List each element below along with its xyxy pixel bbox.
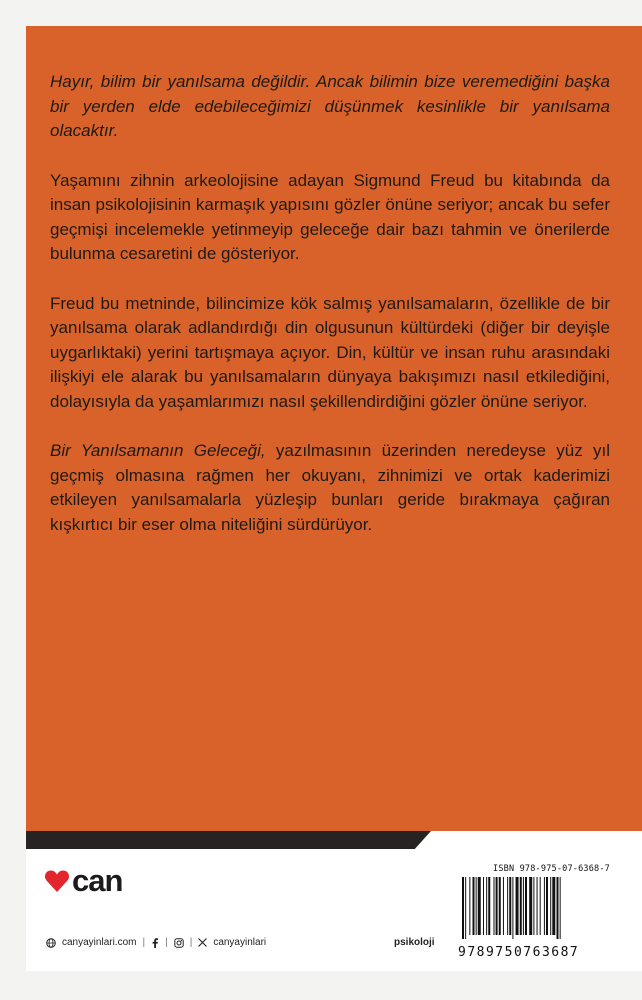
instagram-icon[interactable] <box>174 938 184 948</box>
globe-icon <box>46 938 56 948</box>
barcode-bar <box>512 877 513 939</box>
barcode-bar <box>533 877 534 935</box>
barcode-bar <box>499 877 501 935</box>
barcode-bar <box>503 877 504 935</box>
barcode-bar <box>478 877 481 935</box>
separator: | <box>189 937 193 948</box>
separator: | <box>165 937 168 948</box>
barcode-bar <box>494 877 495 935</box>
back-cover <box>26 26 642 971</box>
barcode-bar <box>523 877 524 935</box>
barcode-bar <box>469 877 470 935</box>
barcode-bar <box>546 877 548 935</box>
barcode-bar <box>537 877 538 935</box>
footer-links <box>46 937 266 948</box>
x-icon[interactable] <box>198 938 207 947</box>
social-handle[interactable]: canyayinlari <box>213 937 267 948</box>
barcode-bar <box>516 877 519 935</box>
blurb-paragraph-3-rest: yazılmasının üzerinden neredeyse yüz yıl geçmiş olmasına rağmen her okuyanı, zihnimizi ve ortak kaderimizi etkileyen yanılsamalarla yüzleşip bunları geride bırakmaya çağıran kışkırtıcı bir eser olma niteliğini sürdürüyor. <box>50 441 610 534</box>
barcode-bar <box>550 877 551 935</box>
barcode-bar <box>476 877 477 935</box>
blurb-paragraph-2: Freud bu metninde, bilincimize kök salmış yanılsamaların, özellikle de bir yanılsama olarak adlandırdığı din olgusunun kültürdeki (diğer bir deyişle uygarlıktaki) yerini tartışmaya açıyor. Din, kültür ve insan ruhu arasındaki ilişkiyi ele alarak bu yanılsamaların dünyaya bakışımızı nasıl etkilediğini, dolayısıyla da yaşamlarımızı nasıl şekillendirdiğini gözler önüne seriyor. <box>50 293 610 411</box>
barcode-bar <box>557 877 559 939</box>
barcode-bar <box>507 877 508 935</box>
category-label: psikoloji <box>394 937 435 948</box>
publisher-logo <box>44 861 122 901</box>
barcode-bar <box>560 877 561 939</box>
barcode-area <box>458 864 610 959</box>
barcode-bar <box>488 877 490 935</box>
barcode <box>458 877 610 939</box>
barcode-bar <box>465 877 466 939</box>
barcode-bar <box>473 877 475 935</box>
blurb-text <box>50 70 610 562</box>
logo-text: can <box>72 863 123 898</box>
barcode-bar <box>496 877 498 935</box>
barcode-bar <box>525 877 527 935</box>
blurb-paragraph-1: Yaşamını zihnin arkeolojisine adayan Sigmund Freud bu kitabında da insan psikolojisinin karmaşık yapısını gözler önüne seriyor; ancak bu sefer geçmişi incelemekle yetinmeyip geleceğe dair bazı tahmin ve önerilerde bulunma cesaretini de gösteriyor. <box>50 170 610 263</box>
barcode-bar <box>483 877 484 935</box>
barcode-bar <box>520 877 522 935</box>
dark-band <box>26 831 431 849</box>
barcode-bar <box>552 877 555 935</box>
barcode-number: 9789750763687 <box>458 945 580 960</box>
barcode-bar <box>544 877 545 935</box>
quote-paragraph: Hayır, bilim bir yanılsama değildir. Ancak bilimin bize veremediğini başka bir yerden elde edebileceğimizi düşünmek kesinlikle bir yanılsama olacaktır. <box>50 72 610 140</box>
barcode-bar <box>540 877 541 935</box>
barcode-bar <box>486 877 487 935</box>
barcode-bar <box>509 877 511 935</box>
barcode-bar <box>462 877 464 939</box>
barcode-bar <box>529 877 532 935</box>
book-title-italic: Bir Yanılsamanın Geleceği, <box>50 441 266 460</box>
separator: | <box>142 937 146 948</box>
blurb-paragraph-3 <box>50 439 610 537</box>
isbn-label: ISBN 978-975-07-6368-7 <box>493 864 610 874</box>
facebook-icon[interactable] <box>151 938 159 948</box>
website-link[interactable]: canyayinlari.com <box>62 937 137 948</box>
heart-icon <box>44 869 70 893</box>
